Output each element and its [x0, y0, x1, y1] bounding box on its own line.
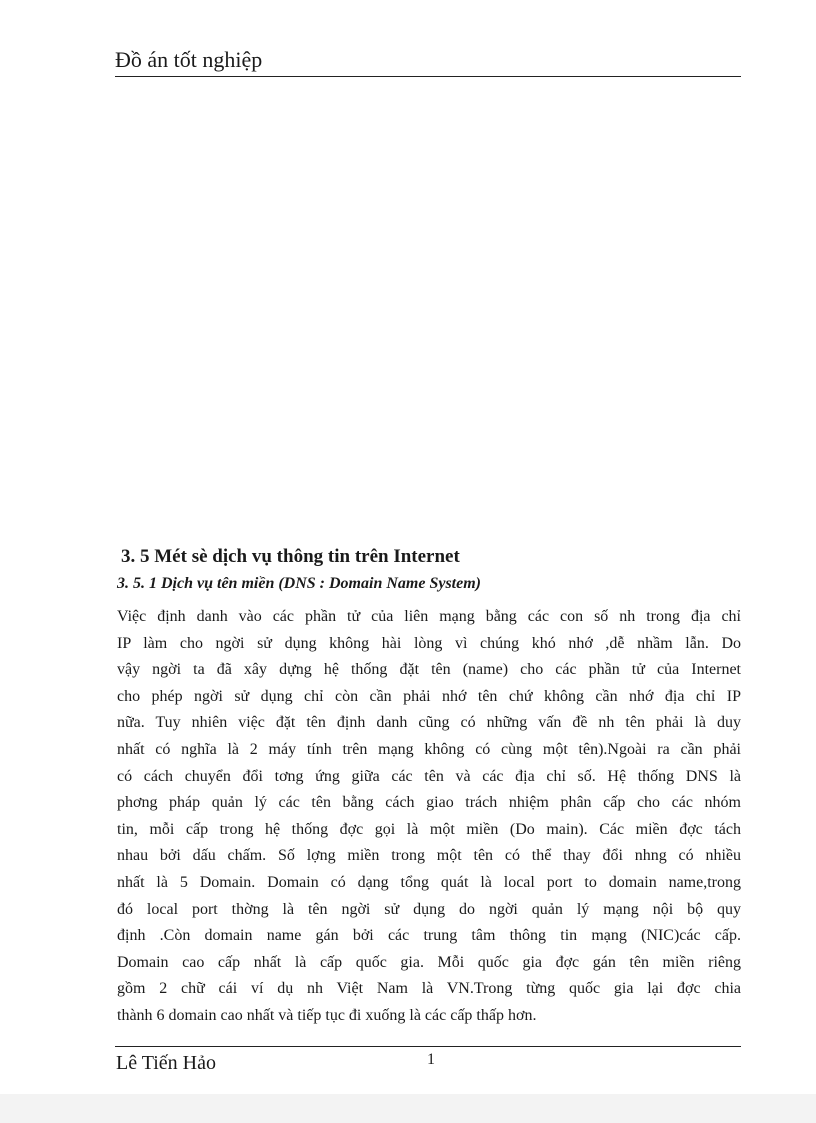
body-paragraph: [117, 604, 741, 1030]
paragraph-line: tin, mỗi cấp trong hệ thống đợc gọi là một miền (Do main). Các miền đợc tách: [117, 820, 741, 838]
paragraph-line: IP làm cho ngời sử dụng không hài lòng vì chúng khó nhớ ,dễ nhầm lẫn. Do: [117, 634, 741, 652]
footer-divider: [115, 1046, 741, 1047]
paragraph-line: phơng pháp quản lý các tên bằng cách giao trách nhiệm phân cấp cho các nhóm: [117, 794, 741, 812]
paragraph-line: thành 6 domain cao nhất và tiếp tục đi xuống là các cấp thấp hơn.: [117, 1006, 537, 1024]
paragraph-line: Domain cao cấp nhất là cấp quốc gia. Mỗi quốc gia đợc gán tên miền riêng: [117, 953, 741, 971]
footer-author: Lê Tiến Hảo: [116, 1052, 216, 1074]
page-header-title: Đồ án tốt nghiệp: [115, 47, 263, 72]
paragraph-line: nhất có nghĩa là 2 máy tính trên mạng không có cùng một tên).Ngoài ra cần phải: [117, 740, 741, 758]
paragraph-line: gồm 2 chữ cái ví dụ nh Việt Nam là VN.Trong từng quốc gia lại đợc chia: [117, 980, 741, 998]
paragraph-line: vậy ngời ta đã xây dựng hệ thống đặt tên (name) cho các phần tử của Internet: [117, 661, 741, 679]
header-divider: [115, 76, 741, 77]
paragraph-line: Việc định danh vào các phần tử của liên mạng bằng các con số nh trong địa chỉ: [117, 608, 741, 625]
paragraph-line: định .Còn domain name gán bởi các trung tâm thông tin mạng (NIC)các cấp.: [117, 927, 741, 945]
subsection-heading: 3. 5. 1 Dịch vụ tên miền (DNS : Domain Name System): [117, 575, 481, 592]
page-number: 1: [427, 1051, 435, 1068]
section-heading: 3. 5 Mét sè dịch vụ thông tin trên Internet: [121, 546, 460, 567]
paragraph-line: nữa. Tuy nhiên việc đặt tên định danh cũng có những vấn đề nh tên phải là duy: [117, 714, 741, 732]
paragraph-line: nhất là 5 Domain. Domain có dạng tổng quát là local port to domain name,trong: [117, 873, 741, 891]
paragraph-line: đó local port thờng là tên ngời sử dụng do ngời quản lý mạng nội bộ quy: [117, 900, 741, 918]
paragraph-line: có cách chuyển đổi tơng ứng giữa các tên và các địa chỉ số. Hệ thống DNS là: [117, 767, 741, 785]
paragraph-line: cho phép ngời sử dụng chỉ còn cần phải nhớ tên chứ không cần nhớ địa chỉ IP: [117, 687, 741, 705]
paragraph-line: nhau bởi dấu chấm. Số lợng miền trong một tên có thể thay đổi nhng có nhiều: [117, 847, 741, 865]
page-bottom-band: [0, 1094, 816, 1123]
